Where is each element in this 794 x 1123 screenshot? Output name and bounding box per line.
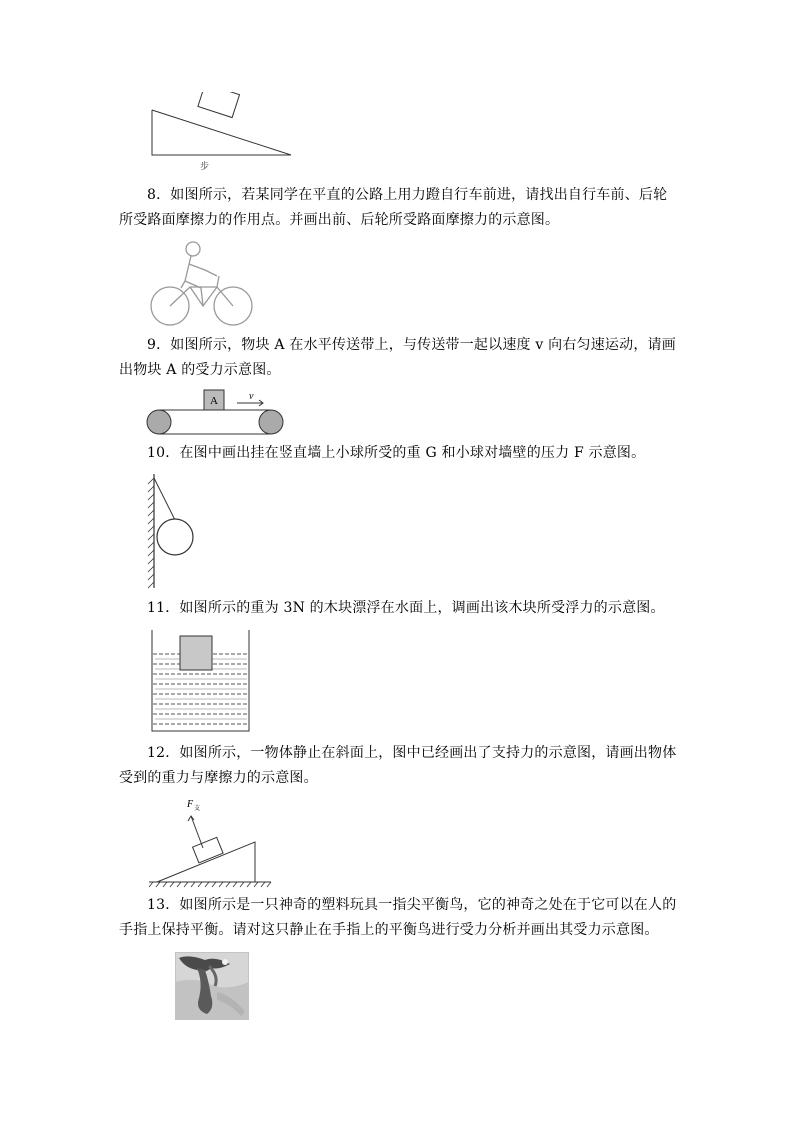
question-13-text: 13．如图所示是一只神奇的塑料玩具一指尖平衡鸟，它的神奇之处在于它可以在人的手指上保持平衡。请对这只静止在手指上的平衡鸟进行受力分析并画出其受力示意图。 (119, 897, 677, 938)
question-12-text: 12．如图所示，一物体静止在斜面上，图中已经画出了支持力的示意图，请画出物体受到的重力与摩擦力的示意图。 (119, 745, 677, 786)
question-10 (119, 441, 679, 466)
question-11-text: 11．如图所示的重为 3N 的木块漂浮在水面上，调画出该木块所受浮力的示意图。 (147, 600, 665, 616)
question-9 (119, 333, 679, 383)
block-a-label: A (210, 395, 218, 407)
incline-support-force-figure (145, 794, 275, 890)
incline-caption: 步 (200, 161, 210, 171)
balancing-bird-photo (175, 952, 249, 1020)
conveyor-belt-figure (145, 388, 285, 438)
incline-block-figure (145, 92, 300, 172)
question-12 (119, 741, 679, 791)
question-8 (119, 183, 679, 233)
question-10-text: 10．在图中画出挂在竖直墙上小球所受的重 G 和小球对墙壁的压力 F 示意图。 (147, 445, 646, 461)
question-13 (119, 893, 679, 943)
bicycle-figure (145, 236, 257, 328)
force-f-label: F (187, 799, 194, 810)
question-9-text: 9．如图所示，物块 A 在水平传送带上，与传送带一起以速度 v 向右匀速运动，请画出物块 A 的受力示意图。 (119, 337, 676, 378)
wall-ball-figure (140, 472, 200, 590)
floating-block-figure (145, 628, 255, 734)
force-subscript: 支 (194, 806, 201, 812)
question-11 (119, 596, 679, 621)
question-8-text: 8．如图所示，若某同学在平直的公路上用力蹬自行车前进，请找出自行车前、后轮所受路面摩擦力的作用点。并画出前、后轮所受路面摩擦力的示意图。 (119, 187, 668, 228)
velocity-label: v (249, 391, 254, 402)
